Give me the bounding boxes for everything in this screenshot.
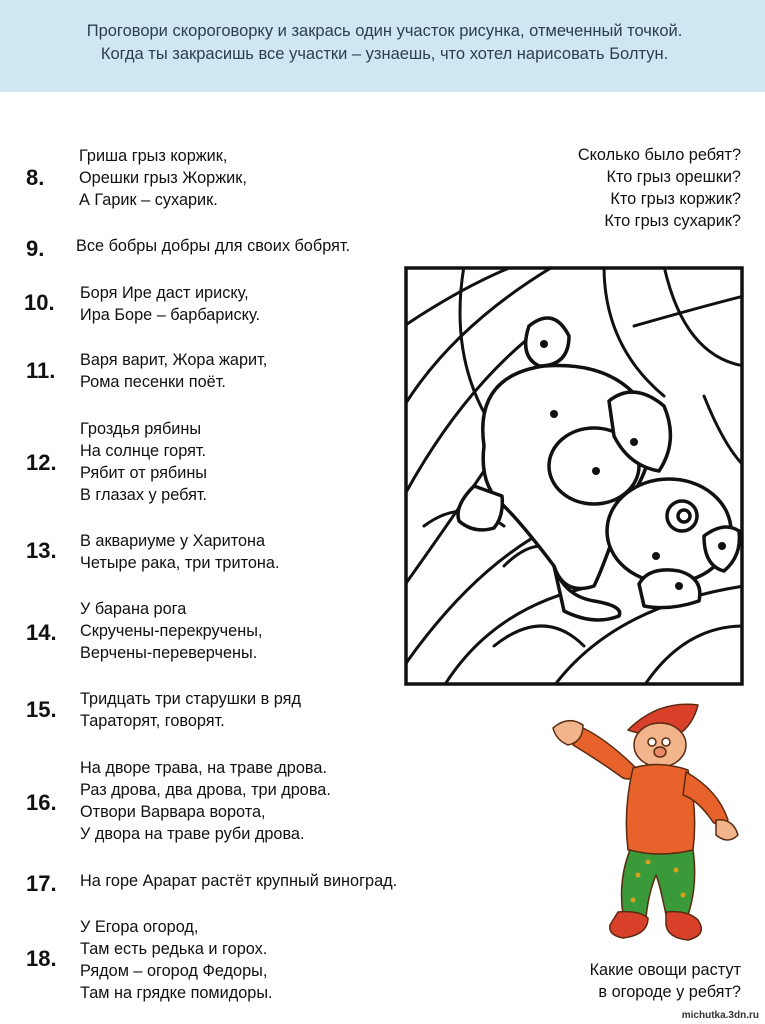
item-number-13: 13. — [26, 538, 57, 563]
color-dot — [550, 410, 558, 418]
coloring-picture — [404, 266, 744, 686]
item-number-11: 11. — [26, 358, 56, 383]
item-12-line-3: Рябит от рябины — [80, 464, 208, 482]
pants-dot — [636, 873, 641, 878]
character-eye — [648, 738, 656, 746]
item-16-line-2: Раз дрова, два дрова, три дрова. — [80, 781, 331, 799]
instruction-line-2: Когда ты закрасишь все участки – узнаешь, что хотел нарисовать Болтун. — [100, 45, 669, 63]
background-curve — [704, 396, 744, 466]
question-1: Сколько было ребят? — [577, 146, 741, 164]
item-13-line-1: В аквариуме у Харитона — [80, 532, 266, 550]
item-8-line-1: Гриша грыз коржик, — [79, 147, 228, 165]
boltun-character — [548, 700, 743, 950]
item-number-9: 9. — [26, 236, 45, 261]
item-14-line-2: Скручены-перекручены, — [80, 622, 263, 640]
item-number-10: 10. — [24, 290, 55, 315]
item-18-line-4: Там на грядке помидоры. — [80, 984, 273, 1002]
character-boot-right — [666, 912, 701, 940]
item-18-line-1: У Егора огород, — [80, 918, 199, 936]
item-14-line-1: У барана рога — [80, 600, 187, 618]
question-vegetables-1: Какие овощи растут — [589, 961, 741, 979]
pants-dot — [681, 893, 686, 898]
character-nose — [654, 747, 666, 757]
character-boot-left — [610, 912, 648, 938]
item-number-18: 18. — [26, 946, 57, 971]
item-9-line-1: Все бобры добры для своих бобрят. — [76, 237, 351, 255]
item-10-line-1: Боря Ире даст ириску, — [80, 284, 249, 302]
item-number-17: 17. — [26, 871, 57, 896]
item-16-line-3: Отвори Варвара ворота, — [80, 803, 266, 821]
pants-dot — [674, 868, 679, 873]
character-eye — [662, 738, 670, 746]
item-8-line-3: А Гарик – сухарик. — [79, 191, 218, 209]
background-curve — [644, 626, 744, 686]
character-pants — [622, 850, 695, 919]
item-11-line-1: Варя варит, Жора жарит, — [80, 351, 268, 369]
question-2: Кто грыз орешки? — [606, 168, 741, 186]
color-dot — [718, 542, 726, 550]
item-13-line-2: Четыре рака, три тритона. — [80, 554, 280, 572]
puppy-paw — [458, 486, 502, 530]
item-12-line-4: В глазах у ребят. — [80, 486, 208, 504]
puppy-eye-inner — [678, 510, 690, 522]
puppy-front-paw — [639, 570, 700, 608]
background-curve — [634, 296, 744, 326]
background-curve — [664, 266, 744, 366]
item-number-15: 15. — [26, 697, 57, 722]
item-15-line-1: Тридцать три старушки в ряд — [80, 690, 301, 708]
color-dot — [630, 438, 638, 446]
character-hand-right — [716, 820, 738, 840]
item-16-line-1: На дворе трава, на траве дрова. — [80, 759, 327, 777]
item-12-line-1: Гроздья рябины — [80, 420, 202, 438]
character-face — [634, 723, 686, 767]
item-18-line-3: Рядом – огород Федоры, — [80, 962, 268, 980]
site-watermark: michutka.3dn.ru — [681, 1010, 759, 1021]
item-16-line-4: У двора на траве руби дрова. — [80, 825, 305, 843]
instruction-line-1: Проговори скороговорку и закрась один участок рисунка, отмеченный точкой. — [86, 22, 683, 40]
item-18-line-2: Там есть редька и горох. — [80, 940, 268, 958]
question-3: Кто грыз коржик? — [610, 190, 741, 208]
item-11-line-2: Рома песенки поёт. — [80, 373, 226, 391]
color-dot — [675, 582, 683, 590]
item-17-line-1: На горе Арарат растёт крупный виноград. — [80, 872, 398, 890]
question-vegetables-2: в огороде у ребят? — [598, 983, 741, 1001]
background-curve — [494, 626, 584, 646]
color-dot — [592, 467, 600, 475]
item-15-line-2: Тараторят, говорят. — [80, 712, 225, 730]
question-4: Кто грыз сухарик? — [604, 212, 741, 230]
item-number-14: 14. — [26, 620, 57, 645]
color-dot — [652, 552, 660, 560]
item-10-line-2: Ира Боре – барбариску. — [80, 306, 260, 324]
character-arm-left — [573, 728, 638, 779]
item-8-line-2: Орешки грыз Жоржик, — [79, 169, 247, 187]
item-14-line-3: Верчены-переверчены. — [80, 644, 258, 662]
item-number-12: 12. — [26, 450, 57, 475]
item-number-16: 16. — [26, 790, 57, 815]
instruction-banner — [0, 0, 765, 92]
character-shirt — [626, 764, 694, 855]
item-number-8: 8. — [26, 165, 45, 190]
pants-dot — [631, 898, 636, 903]
pants-dot — [646, 860, 651, 865]
item-12-line-2: На солнце горят. — [80, 442, 207, 460]
color-dot — [540, 340, 548, 348]
